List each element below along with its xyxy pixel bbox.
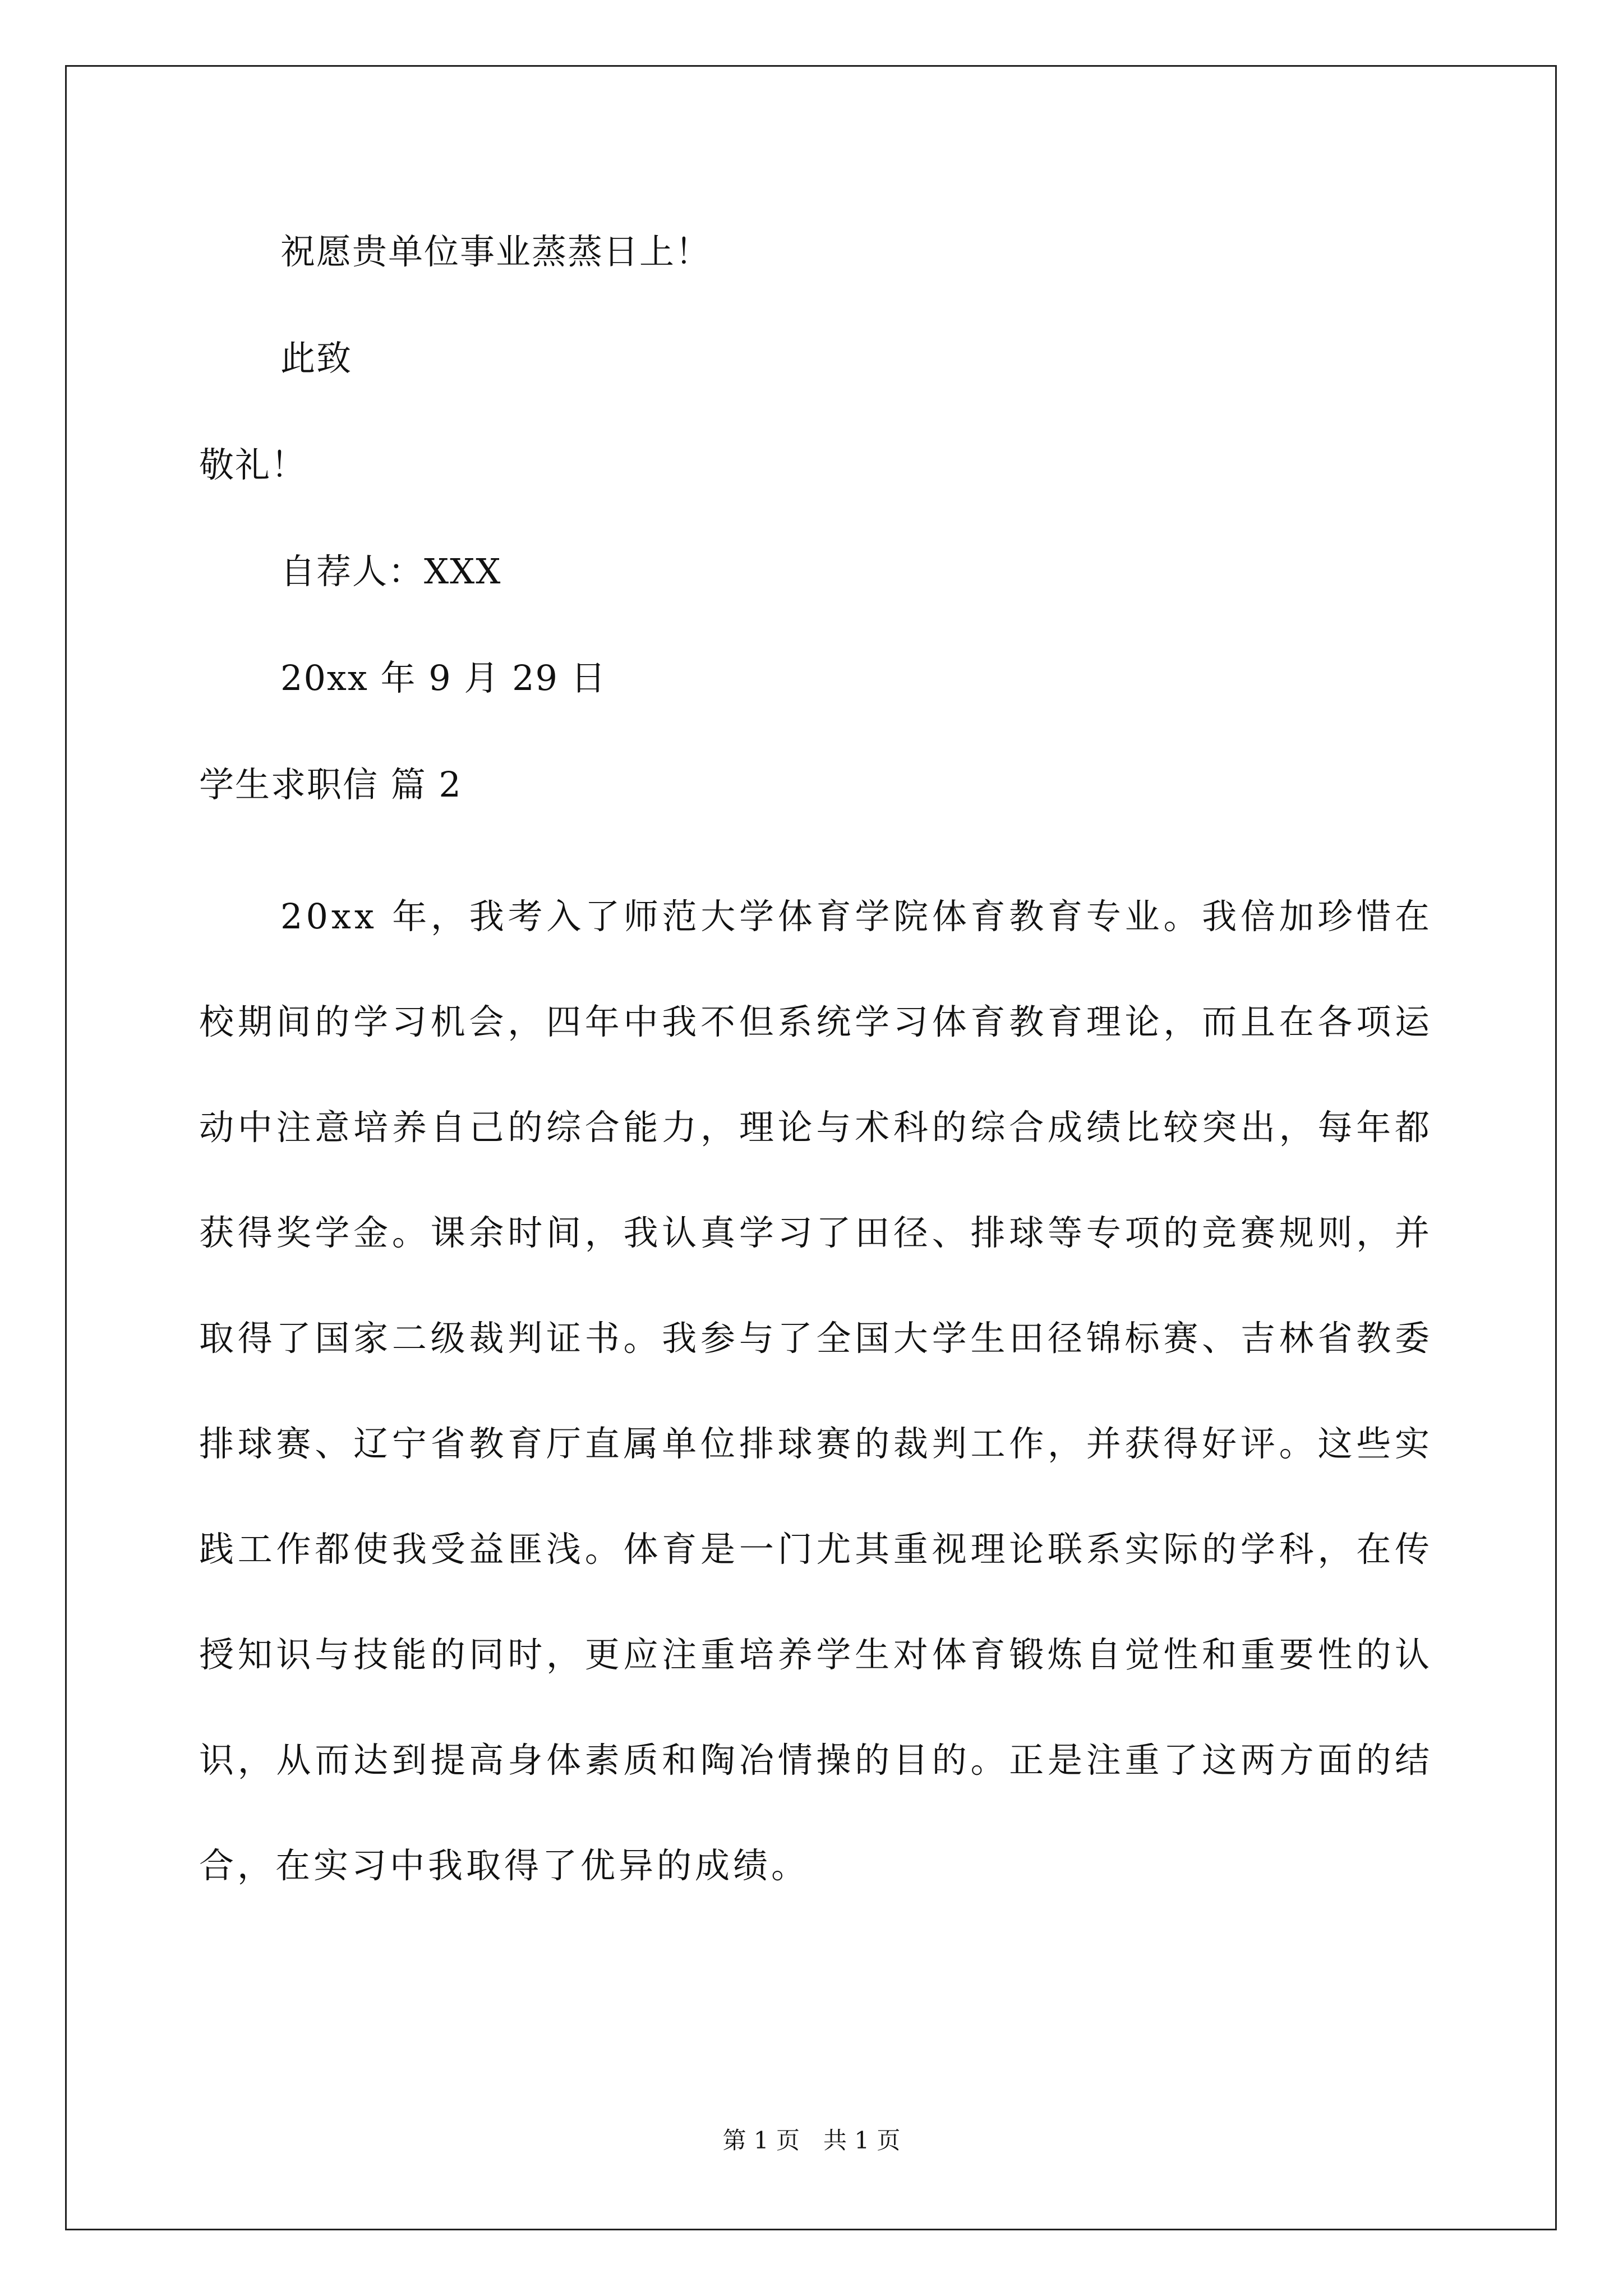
date-line: 20xx 年 9 月 29 日 bbox=[280, 657, 607, 698]
signer-line: 自荐人：XXX bbox=[280, 551, 502, 592]
page-footer: 第 1 页 共 1 页 bbox=[722, 2127, 901, 2154]
section-heading: 学生求职信 篇 2 bbox=[199, 764, 462, 805]
body-text bbox=[199, 864, 1433, 1918]
body-paragraph: 20xx 年，我考入了师范大学体育学院体育教育专业。我倍加珍惜在校期间的学习机会，四年中我不但系统学习体育教育理论，而且在各项运动中注意培养自己的综合能力，理论与术科的综合成绩比较突出，每年都获得奖学金。课余时间，我认真学习了田径、排球等专项的竞赛规则，并取得了国家二级裁判证书。我参与了全国大学生田径锦标赛、吉林省教委排球赛、辽宁省教育厅直属单位排球赛的裁判工作，并获得好评。这些实践工作都使我受益匪浅。体育是一门尤其重视理论联系实际的学科，在传授知识与技能的同时，更应注重培养学生对体育锻炼自觉性和重要性的认识，从而达到提高身体素质和陶冶情操的目的。正是注重了这两方面的结合，在实习中我取得了优异的成绩。 bbox=[199, 896, 1433, 1886]
wish-line: 祝愿贵单位事业蒸蒸日上！ bbox=[280, 231, 712, 272]
closing-line: 此致 bbox=[280, 338, 353, 379]
salute-line: 敬礼！ bbox=[199, 444, 307, 485]
